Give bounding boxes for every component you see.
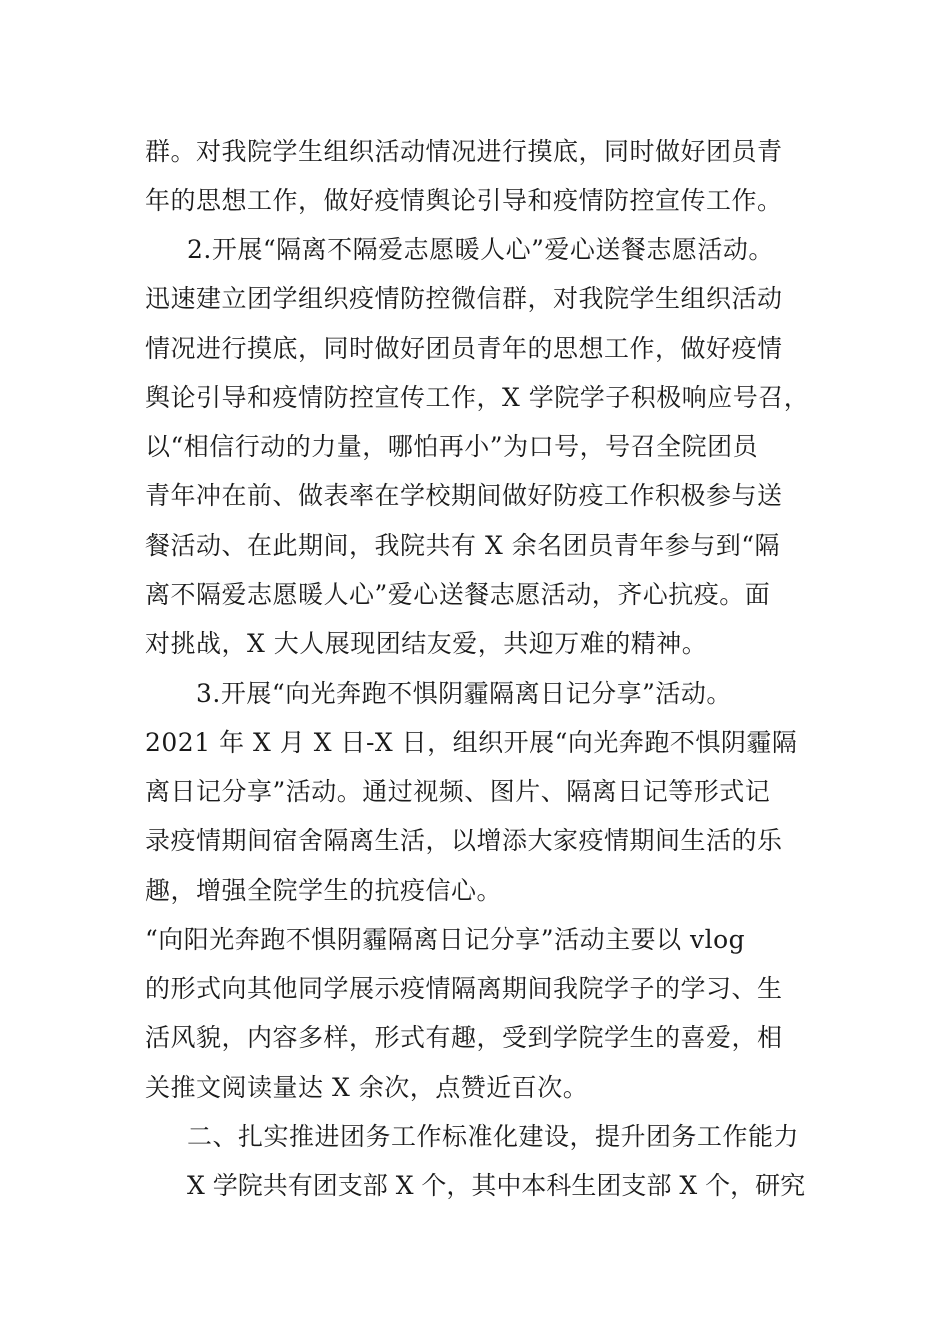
text-line: 舆论引导和疫情防控宣传工作，X 学院学子积极响应号召， [145,383,810,412]
text-line: “向阳光奔跑不惧阴霾隔离日记分享”活动主要以 vlog [145,925,746,954]
text-line: 离日记分享”活动。通过视频、图片、隔离日记等形式记 [145,777,771,806]
text-line: 对挑战，X 大人展现团结友爱，共迎万难的精神。 [145,629,708,658]
text-line: 迅速建立团学组织疫情防控微信群，对我院学生组织活动 [145,284,783,313]
text-line: 的形式向其他同学展示疫情隔离期间我院学子的学习、生 [145,974,783,1003]
text-line: 青年冲在前、做表率在学校期间做好防疫工作积极参与送 [145,481,783,510]
text-line: 离不隔爱志愿暖人心”爱心送餐志愿活动，齐心抗疫。面 [145,580,771,609]
text-line: 活风貌，内容多样，形式有趣，受到学院学生的喜爱，相 [145,1023,783,1052]
text-line: X 学院共有团支部 X 个，其中本科生团支部 X 个，研究 [187,1171,806,1200]
text-line: 趣，增强全院学生的抗疫信心。 [145,876,503,905]
text-line: 群。对我院学生组织活动情况进行摸底，同时做好团员青 [145,137,783,166]
text-line: 录疫情期间宿舍隔离生活，以增添大家疫情期间生活的乐 [145,826,783,855]
text-line: 2021 年 X 月 X 日-X 日，组织开展“向光奔跑不惧阴霾隔 [145,728,798,757]
section-heading-3: 3.开展“向光奔跑不惧阴霾隔离日记分享”活动。 [196,679,732,708]
section-heading-2: 2.开展“隔离不隔爱志愿暖人心”爱心送餐志愿活动。 [187,235,774,264]
text-line: 以“相信行动的力量，哪怕再小”为口号，号召全院团员 [145,432,759,461]
text-line: 年的思想工作，做好疫情舆论引导和疫情防控宣传工作。 [145,186,783,215]
text-line: 餐活动、在此期间，我院共有 X 余名团员青年参与到“隔 [145,531,780,560]
text-line: 关推文阅读量达 X 余次，点赞近百次。 [145,1073,589,1102]
text-line: 情况进行摸底，同时做好团员青年的思想工作，做好疫情 [145,334,783,363]
section-heading-2-main: 二、扎实推进团务工作标准化建设，提升团务工作能力 [187,1122,800,1151]
